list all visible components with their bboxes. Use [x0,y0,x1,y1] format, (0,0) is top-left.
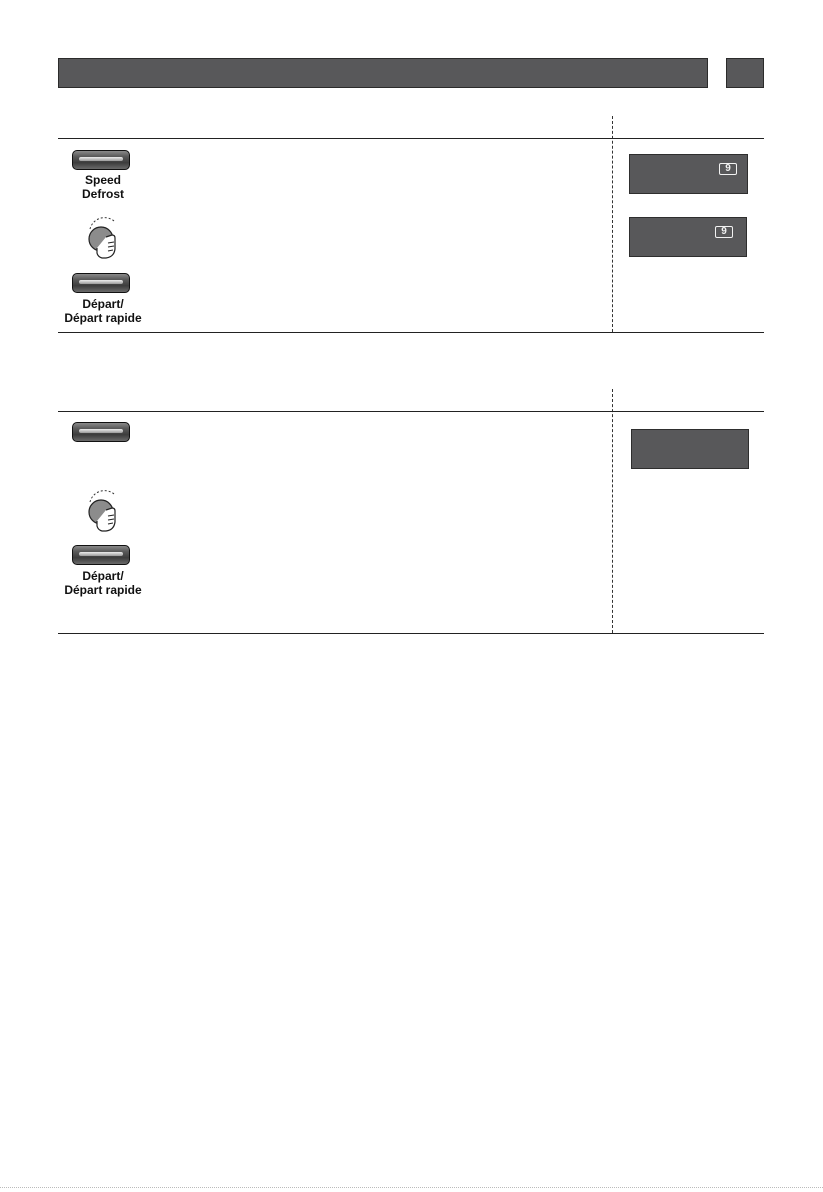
display-panel-3 [631,429,749,469]
page-edge-rule [0,1187,823,1188]
display-panel-1 [629,154,748,194]
page-number-tab [726,58,764,88]
section2-top-rule [58,411,764,412]
start-button-label: Départ/ Départ rapide [64,297,142,325]
header-bar [58,58,708,88]
column-divider-2 [612,389,613,633]
start-button[interactable] [72,545,130,565]
start-button-label: Départ/ Départ rapide [64,569,142,597]
column-divider-1 [612,116,613,332]
speed-defrost-button[interactable] [72,150,130,170]
dial-knob-icon[interactable] [84,488,124,536]
section1-bottom-rule [58,332,764,333]
display-digit: 9 [719,163,737,175]
section2-bottom-rule [58,633,764,634]
display-digit: 9 [715,226,733,238]
mode-button[interactable] [72,422,130,442]
dial-knob-icon[interactable] [84,215,124,263]
start-button[interactable] [72,273,130,293]
speed-defrost-label: Speed Defrost [81,173,124,201]
display-panel-2 [629,217,747,257]
section1-top-rule [58,138,764,139]
